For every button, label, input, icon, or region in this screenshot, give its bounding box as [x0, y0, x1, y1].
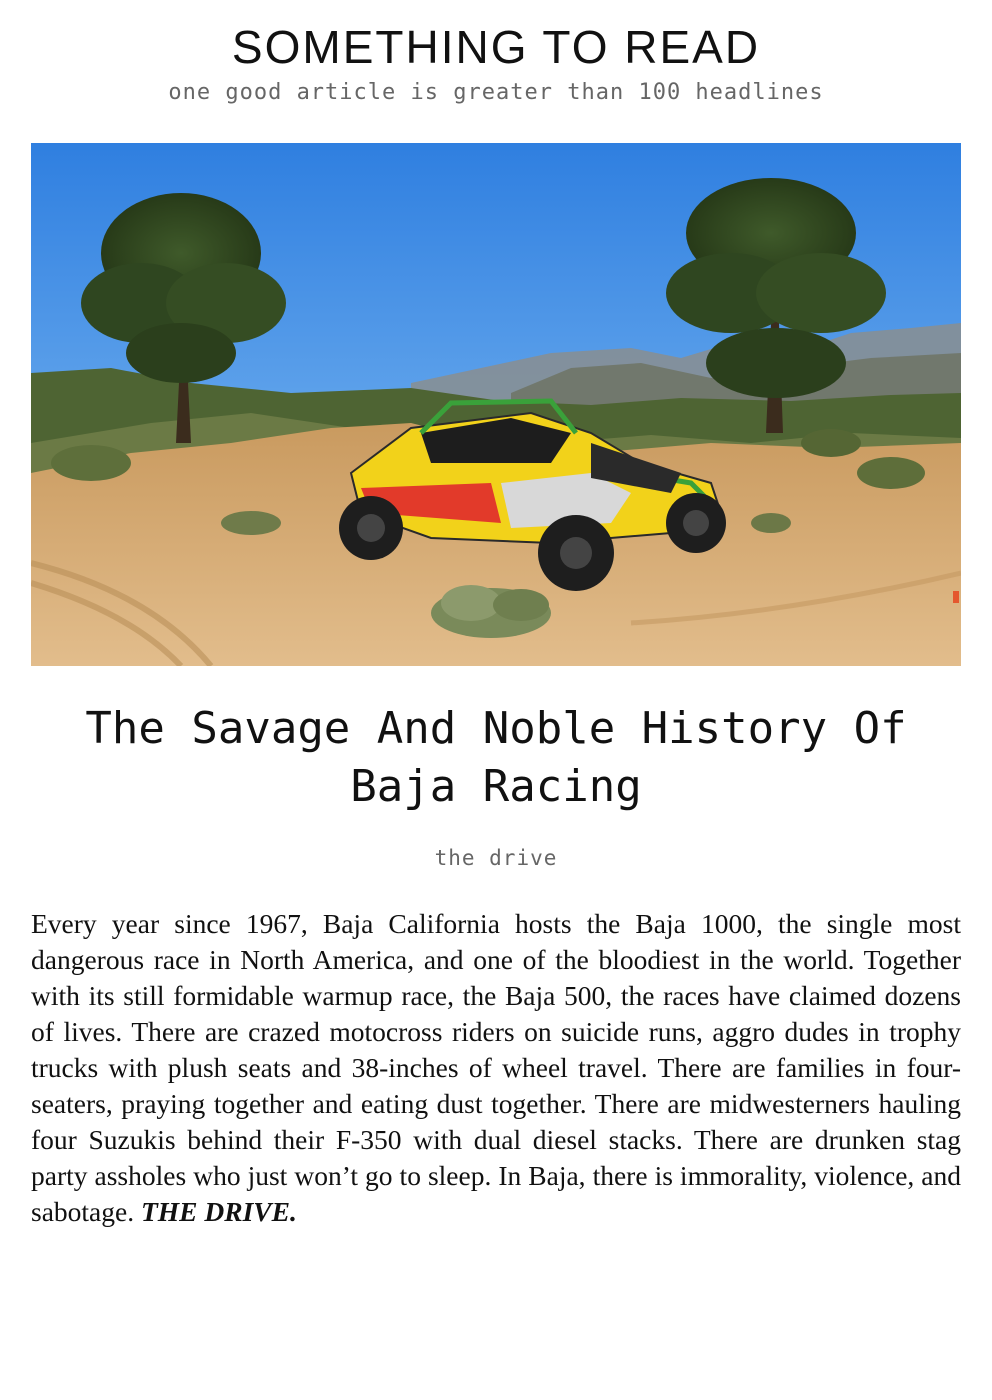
source-credit[interactable]: THE DRIVE. — [140, 1196, 297, 1227]
site-tagline: one good article is greater than 100 headlines — [168, 80, 824, 105]
site-header — [0, 0, 992, 108]
site-title[interactable]: SOMETHING TO READ — [231, 21, 761, 73]
article-source[interactable]: the drive — [434, 846, 558, 870]
article-hero-image[interactable] — [31, 143, 961, 666]
article-excerpt-text: Every year since 1967, Baja California hosts the Baja 1000, the single most dangerous race in North America, and one of the bloodiest in the world. Together with its still formidable warmup race, the Baja 500, the races have claimed dozens of lives. There are crazed motocross riders on suicide runs, aggro dudes in trophy trucks with plush seats and 38-inches of wheel travel. There are families in four-seaters, praying together and eating dust together. There are midwesterners hauling four Suzukis behind their F-350 with dual diesel stacks. There are drunken stag party assholes who just won’t go to sleep. In Baja, there is immorality, violence, and sabotage. — [31, 908, 961, 1227]
article-excerpt — [31, 906, 961, 1230]
article-title[interactable]: The Savage And Noble History Of Baja Racing — [85, 703, 907, 812]
